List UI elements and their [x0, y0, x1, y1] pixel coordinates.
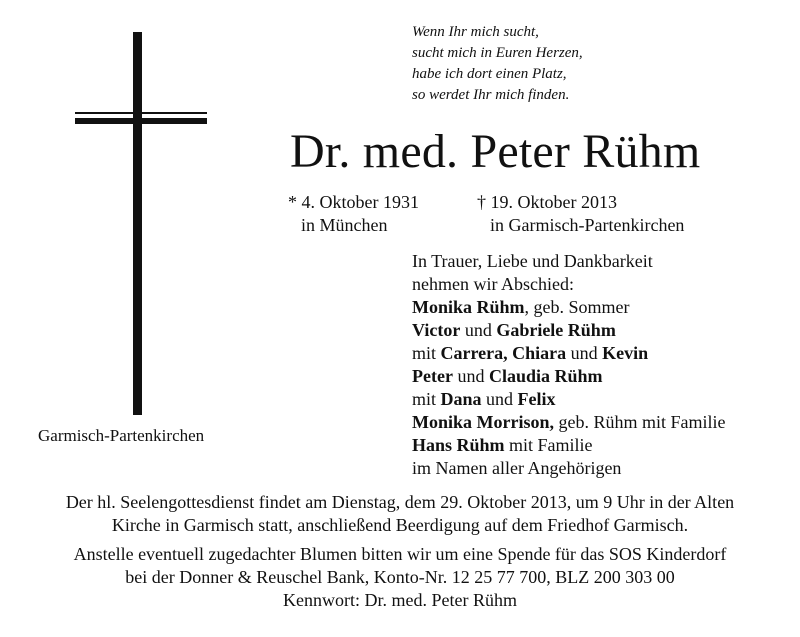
donation-info-line: bei der Donner & Reuschel Bank, Konto-Nr. 12 25 77 700, BLZ 200 303 00	[125, 567, 675, 587]
poem	[412, 22, 583, 106]
mourners-intro: In Trauer, Liebe und Dankbarkeit	[412, 251, 653, 271]
birth-place: in München	[301, 215, 388, 235]
mourner-line: Peter und Claudia Rühm	[412, 366, 603, 386]
poem-line: habe ich dort einen Platz,	[412, 66, 567, 82]
place-of-residence: Garmisch-Partenkirchen	[38, 426, 205, 445]
birth-star-symbol: *	[288, 192, 297, 212]
mourner-line: Monika Rühm, geb. Sommer	[412, 297, 630, 317]
service-info-line: Kirche in Garmisch statt, anschließend Beerdigung auf dem Friedhof Garmisch.	[111, 515, 689, 535]
death-info	[477, 191, 684, 237]
mourners-closing: im Namen aller Angehörigen	[412, 458, 622, 478]
birth-date: 4. Oktober 1931	[301, 192, 419, 212]
birth-info	[288, 191, 419, 237]
death-date: 19. Oktober 2013	[490, 192, 617, 212]
mourner-line: mit Dana und Felix	[412, 389, 556, 409]
service-info-line: Der hl. Seelengottesdienst findet am Dienstag, dem 29. Oktober 2013, um 9 Uhr in der Alten	[65, 492, 735, 512]
poem-line: so werdet Ihr mich finden.	[412, 87, 570, 103]
mourner-line: Victor und Gabriele Rühm	[412, 320, 616, 340]
poem-line: sucht mich in Euren Herzen,	[412, 45, 583, 61]
deceased-name: Dr. med. Peter Rühm	[290, 125, 701, 178]
cross-horizontal-thick-bar	[75, 118, 207, 124]
death-place: in Garmisch-Partenkirchen	[490, 215, 685, 235]
mourner-line: Hans Rühm mit Familie	[412, 435, 593, 455]
cross-horizontal-thin-bar	[75, 112, 207, 114]
footer-notice	[0, 491, 800, 612]
donation-keyword: Kennwort: Dr. med. Peter Rühm	[283, 590, 517, 610]
cross-vertical-bar	[133, 32, 142, 415]
mourner-line: mit Carrera, Chiara und Kevin	[412, 343, 649, 363]
mourners-list	[412, 250, 726, 480]
mourners-intro: nehmen wir Abschied:	[412, 274, 574, 294]
mourner-line: Monika Morrison, geb. Rühm mit Familie	[412, 412, 726, 432]
death-dagger-symbol: †	[477, 192, 486, 212]
donation-info-line: Anstelle eventuell zugedachter Blumen bitten wir um eine Spende für das SOS Kinderdorf	[73, 544, 727, 564]
poem-line: Wenn Ihr mich sucht,	[412, 24, 539, 40]
